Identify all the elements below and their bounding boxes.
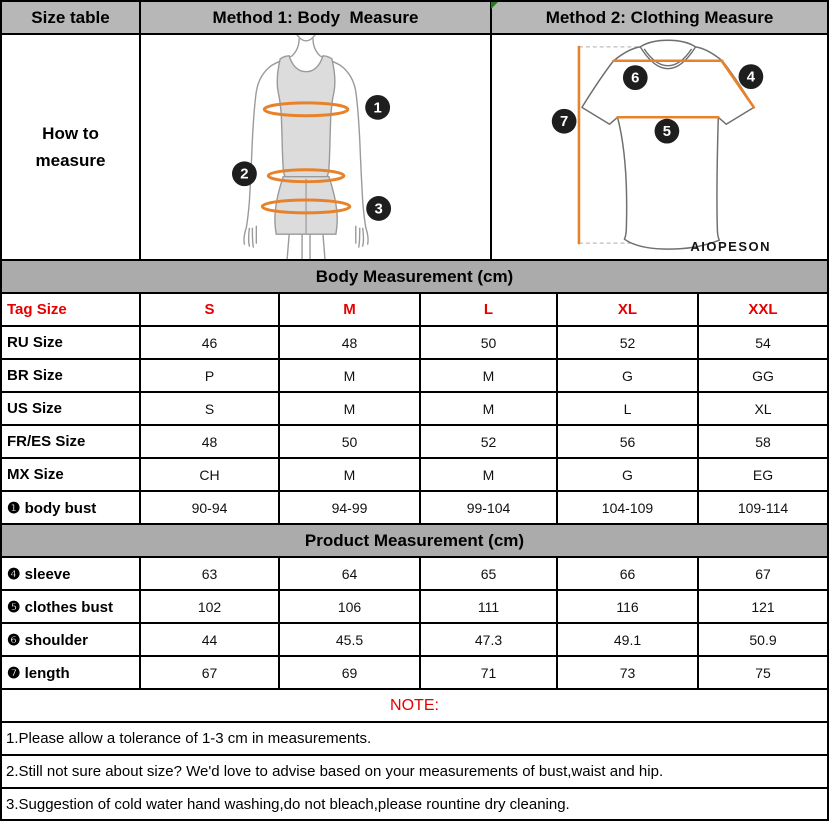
size-value: P [141, 360, 280, 391]
table-row-shoulder [2, 624, 827, 657]
size-value: 67 [755, 565, 771, 582]
marker-1-icon [365, 95, 390, 120]
note-item-2: 2.Still not sure about size? We'd love to advise based on your measurements of bust,waist and hip. [2, 756, 827, 789]
size-value: CH [141, 459, 280, 490]
size-value: XL [754, 400, 772, 417]
size-value: 102 [141, 591, 280, 622]
row-label: RU Size [2, 327, 141, 358]
row-label: US Size [2, 393, 141, 424]
table-row-br-size [2, 360, 827, 393]
size-value: 99-104 [421, 492, 558, 523]
body-figure-illustration [141, 35, 490, 259]
row-label: ❹ sleeve [2, 558, 141, 589]
size-value: M [280, 459, 421, 490]
svg-text:4: 4 [746, 69, 756, 86]
size-value: 116 [558, 591, 699, 622]
marker-4-icon [739, 64, 764, 89]
row-label: ❻ shoulder [2, 624, 141, 655]
body-measurement-title: Body Measurement (cm) [2, 261, 827, 294]
size-value: 52 [421, 426, 558, 457]
size-value: 48 [280, 327, 421, 358]
size-value: 47.3 [421, 624, 558, 655]
size-col-m: M [280, 294, 421, 325]
size-table-header: Size table [2, 2, 141, 33]
size-col-xl: XL [558, 294, 699, 325]
size-col-xxl: XXL [748, 301, 778, 318]
marker-5-icon [655, 119, 680, 144]
how-to-measure-label: How to measure [2, 35, 141, 259]
size-value: L [558, 393, 699, 424]
note-item-3: 3.Suggestion of cold water hand washing,do not bleach,please rountine dry cleaning. [6, 795, 570, 813]
product-measurement-title: Product Measurement (cm) [2, 525, 827, 558]
svg-text:5: 5 [662, 124, 672, 141]
method2-header: Method 2: Clothing Measure [545, 7, 774, 27]
size-value: 109-114 [737, 499, 789, 516]
size-value: 54 [755, 334, 771, 351]
note-title: NOTE: [2, 690, 827, 723]
size-value: G [558, 360, 699, 391]
size-value: 66 [558, 558, 699, 589]
size-col-l: L [421, 294, 558, 325]
table-row-mx-size [2, 459, 827, 492]
size-value: 111 [421, 591, 558, 622]
size-value: 75 [755, 664, 771, 681]
row-label: MX Size [2, 459, 141, 490]
tshirt-cell [492, 35, 827, 259]
table-row-sleeve [2, 558, 827, 591]
table-row-length [2, 657, 827, 690]
row-label: ❶ body bust [2, 492, 141, 523]
table-row-clothes-bust [2, 591, 827, 624]
table-row-fres-size [2, 426, 827, 459]
svg-text:7: 7 [560, 114, 569, 131]
marker-3-icon [366, 196, 391, 221]
size-value: 45.5 [280, 624, 421, 655]
size-value: 44 [141, 624, 280, 655]
size-value: M [421, 360, 558, 391]
size-value: EG [752, 466, 774, 483]
table-row-us-size [2, 393, 827, 426]
size-value: 48 [141, 426, 280, 457]
note-item-1: 1.Please allow a tolerance of 1-3 cm in measurements. [2, 723, 827, 756]
size-value: 67 [141, 657, 280, 688]
brand-label: AIOPESON [690, 239, 771, 254]
table-row-body-bust [2, 492, 827, 525]
marker-6-icon [623, 65, 648, 90]
size-value: 52 [558, 327, 699, 358]
size-value: 50 [280, 426, 421, 457]
table-row-ru-size [2, 327, 827, 360]
size-value: 56 [558, 426, 699, 457]
row-label: BR Size [2, 360, 141, 391]
marker-2-icon [232, 161, 257, 186]
size-value: 90-94 [141, 492, 280, 523]
size-value: 46 [141, 327, 280, 358]
size-value: 104-109 [558, 492, 699, 523]
size-value: M [280, 360, 421, 391]
body-figure-cell [141, 35, 492, 259]
size-value: 121 [751, 598, 775, 615]
size-value: 69 [280, 657, 421, 688]
tag-size-row [2, 294, 827, 327]
size-value: 64 [280, 558, 421, 589]
svg-text:6: 6 [631, 70, 640, 87]
size-value: 50 [421, 327, 558, 358]
method1-header: Method 1: Body Measure [141, 2, 492, 33]
svg-text:3: 3 [374, 201, 383, 218]
size-value: 65 [421, 558, 558, 589]
size-value: S [141, 393, 280, 424]
size-value: 49.1 [558, 624, 699, 655]
size-value: 50.9 [749, 631, 777, 648]
tshirt-illustration [492, 35, 827, 259]
size-value: 106 [280, 591, 421, 622]
svg-text:2: 2 [240, 166, 249, 183]
row-label: ❼ length [2, 657, 141, 688]
svg-text:1: 1 [373, 100, 382, 117]
size-value: M [421, 459, 558, 490]
size-col-s: S [141, 294, 280, 325]
size-value: M [421, 393, 558, 424]
marker-7-icon [552, 109, 577, 134]
size-value: GG [752, 367, 774, 384]
size-value: 71 [421, 657, 558, 688]
top-header-row [2, 2, 827, 35]
size-value: 94-99 [280, 492, 421, 523]
tag-size-label: Tag Size [2, 294, 141, 325]
illustration-row [2, 35, 827, 261]
size-value: 73 [558, 657, 699, 688]
size-value: 63 [141, 558, 280, 589]
row-label: ❺ clothes bust [2, 591, 141, 622]
size-value: 58 [755, 433, 771, 450]
size-value: M [280, 393, 421, 424]
cell-flag-icon [491, 2, 498, 9]
size-value: G [558, 459, 699, 490]
row-label: FR/ES Size [2, 426, 141, 457]
